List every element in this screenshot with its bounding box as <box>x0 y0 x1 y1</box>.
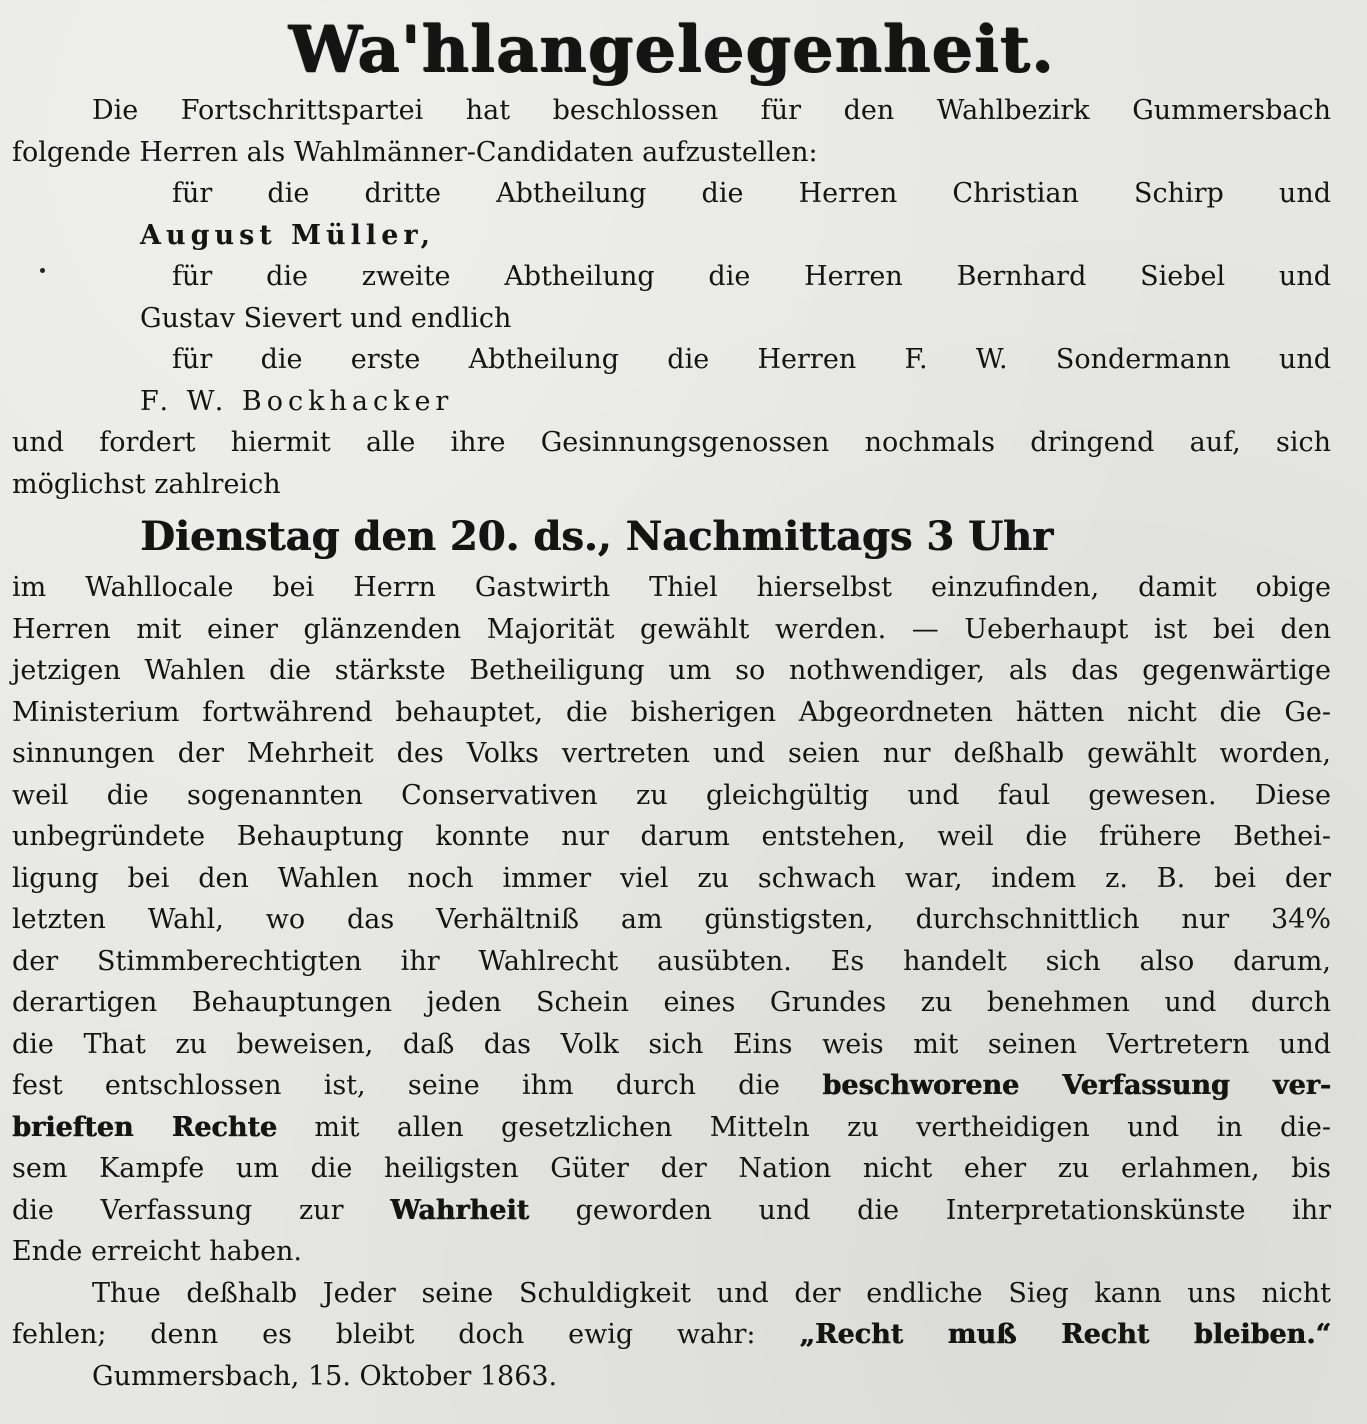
headline: Wa'hlangelegenheit. <box>288 12 1055 87</box>
emphasis-truth: Wahrheit <box>390 1194 529 1226</box>
candidates-third-division: für die dritte Abtheilung die Herren Christian Schirp und <box>172 178 1331 209</box>
intro-line-1: Die Fortschrittspartei hat beschlossen für den Wahlbezirk Gummersbach <box>92 95 1331 126</box>
closing-line-2 <box>12 1314 1331 1356</box>
body-line-2: Herren mit einer glänzenden Majorität gewählt werden. — Ueberhaupt ist bei den <box>12 613 1331 645</box>
body-line-4: Ministerium fortwährend behauptet, die bisherigen Abgeordneten hätten nicht die Ge- <box>12 696 1331 728</box>
body-line-1: im Wahllocale bei Herrn Gastwirth Thiel hierselbst einzufinden, damit obige <box>12 572 1331 603</box>
closing-slogan: „Recht muß Recht bleiben.“ <box>799 1319 1331 1350</box>
body-line-6: weil die sogenannten Conservativen zu gleichgültig und faul gewesen. Diese <box>12 779 1331 811</box>
emphasis-rights: brieften Rechte <box>12 1111 277 1143</box>
intro-line-2: folgende Herren als Wahlmänner-Candidaten aufzustellen: <box>12 136 818 168</box>
body-line-17: Ende erreicht haben. <box>12 1236 303 1267</box>
body-line-14 <box>12 1107 1331 1149</box>
body-line-16-text-a: die Verfassung zur <box>12 1194 391 1226</box>
closing-line-1: Thue deßhalb Jeder seine Schuldigkeit und der endliche Sieg kann uns nicht <box>92 1277 1331 1309</box>
body-line-7: unbegründete Behauptung konnte nur darum entstehen, weil die frühere Bethei- <box>12 821 1331 852</box>
body-line-10: der Stimmberechtigten ihr Wahlrecht ausübten. Es handelt sich also darum, <box>12 945 1331 977</box>
body-line-12: die That zu beweisen, daß das Volk sich Eins weis mit seinen Vertretern und <box>12 1028 1331 1060</box>
candidates-first-names: F. W. Bockhacker <box>140 385 454 417</box>
candidates-third-names: August Müller, <box>140 219 436 251</box>
meeting-date: Dienstag den 20. ds., Nachmittags 3 Uhr <box>140 513 1053 560</box>
candidates-second-names: Gustav Sievert und endlich <box>140 302 512 334</box>
emphasis-constitution: beschworene Verfassung ver- <box>822 1070 1332 1101</box>
body-line-3: jetzigen Wahlen die stärkste Betheiligung um so nothwendiger, als das gegenwärtige <box>12 655 1331 686</box>
signature-place-date: Gummersbach, 15. Oktober 1863. <box>92 1360 558 1392</box>
body-line-14-text: mit allen gesetzlichen Mitteln zu vertheidigen und in die- <box>277 1111 1332 1143</box>
body-line-16-text-b: geworden und die Interpretationskünste ihr <box>529 1194 1331 1226</box>
body-line-9: letzten Wahl, wo das Verhältniß am günstigsten, durchschnittlich nur 34% <box>12 904 1331 935</box>
body-line-15: sem Kampfe um die heiligsten Güter der Nation nicht eher zu erlahmen, bis <box>12 1153 1331 1184</box>
body-line-11: derartigen Behauptungen jeden Schein eines Grundes zu benehmen und durch <box>12 987 1331 1018</box>
body-line-16 <box>12 1190 1331 1232</box>
body-line-8: ligung bei den Wahlen noch immer viel zu schwach war, indem z. B. bei der <box>12 862 1331 894</box>
closing-line-2-text: fehlen; denn es bleibt doch ewig wahr: <box>12 1319 800 1350</box>
call-line-1: und fordert hiermit alle ihre Gesinnungsgenossen nochmals dringend auf, sich <box>12 427 1331 458</box>
body-line-13-text: fest entschlossen ist, seine ihm durch die <box>12 1070 823 1101</box>
body-line-13 <box>12 1065 1331 1107</box>
candidates-second-division: für die zweite Abtheilung die Herren Bernhard Siebel und <box>172 261 1331 292</box>
call-line-2: möglichst zahlreich <box>12 468 281 500</box>
body-line-5: sinnungen der Mehrheit des Volks vertreten und seien nur deßhalb gewählt worden, <box>12 738 1331 769</box>
candidates-first-division: für die erste Abtheilung die Herren F. W. Sondermann und <box>172 344 1331 375</box>
print-speck <box>40 268 45 273</box>
